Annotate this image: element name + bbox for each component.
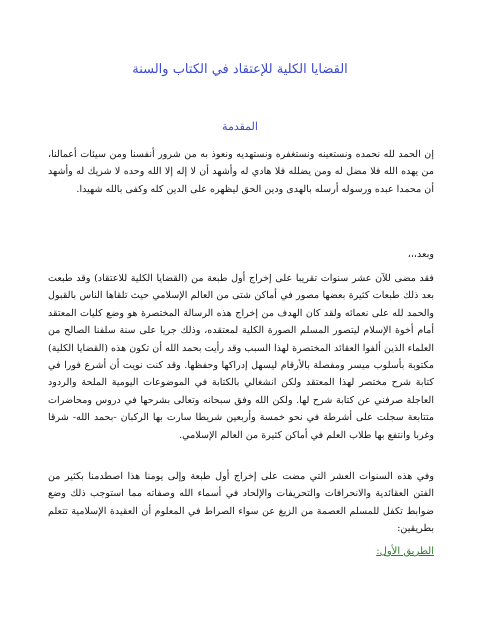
paragraph-history (48, 270, 434, 444)
paragraph-text: فقد مضى للآن عشر سنوات تقريبا على إخراج أول طبعة من (القضايا الكلية للاعتقاد) وقد طبعت بعد ذلك طبعات كثيرة بعضها مصور في أماكن شتى من العالم الإسلامي حيث تلقاها الناس بالقبول والحمد لله على نعمائه ولقد كان الهدف من إخراج هذه الرسالة المختصرة هو وضع كليات المعتقد أمام أخوة الإسلام ليتصور المسلم الصورة الكلية لمعتقده، وذلك جريا على سنة سلفنا الصالح من العلماء الذين ألفوا العقائد المختصرة لهذا السبب وقد رأيت بحمد الله أن تكون هذه (القضايا الكلية) مكتوبة بأسلوب ميسر ومفصلة بالأرقام ليسهل إدراكها وحفظها. وقد كنت نويت أن أشرع فورا في كتابة شرح مختصر لهذا المعتقد ولكن انشغالي بالكتابة في الموضوعات اليومية الملحة والردود العاجلة صرفني عن كتابة شرح لها. ولكن الله وفق سبحانه وتعالى بشرحها في دروس ومحاضرات متتابعة سجلت على أشرطة في نحو خمسة وأربعين شريطا سارت بها الركبان -بحمد الله- شرقا وغربا وانتفع بها طلاب العلم في أماكن كثيرة من العالم الإسلامي. (48, 273, 434, 441)
paragraph-ten-years (48, 468, 434, 538)
section-heading: المقدمة (222, 120, 258, 133)
paragraph-text: إن الحمد لله نحمده ونستعينه ونستغفره ونستهديه ونعوذ به من شرور أنفسنا ومن سيئات أعمالنا، من يهده الله فلا مضل له ومن يضلله فلا هادي له وأشهد أن لا إله إلا الله وحده لا شريك له وأشهد أن محمدا عبده ورسوله أرسله بالهدى ودين الحق ليظهره على الدين كله وكفى بالله شهيدا. (48, 149, 434, 195)
paragraph-text: وبعد،،، (407, 249, 434, 260)
document-title: القضايا الكلية للإعتقاد في الكتاب والسنة (132, 62, 348, 77)
paragraph-wabad (48, 246, 434, 263)
subheading-first-path: الطريق الأول: (376, 546, 434, 557)
paragraph-opening (48, 146, 434, 198)
paragraph-text: وفي هذه السنوات العشر التي مضت على إخراج أول طبعة وإلى يومنا هذا اصطدمنا بكثير من الفتن العقائدية والانحرافات والتحريفات والإلحاد في أسماء الله وصفاته مما استوجب ذلك وضع ضوابط تكفل للمسلم العصمة من الزيغ عن سواء الصراط في المعلوم أن العقيدة الإسلامية تتعلم بطريقين: (48, 471, 434, 535)
